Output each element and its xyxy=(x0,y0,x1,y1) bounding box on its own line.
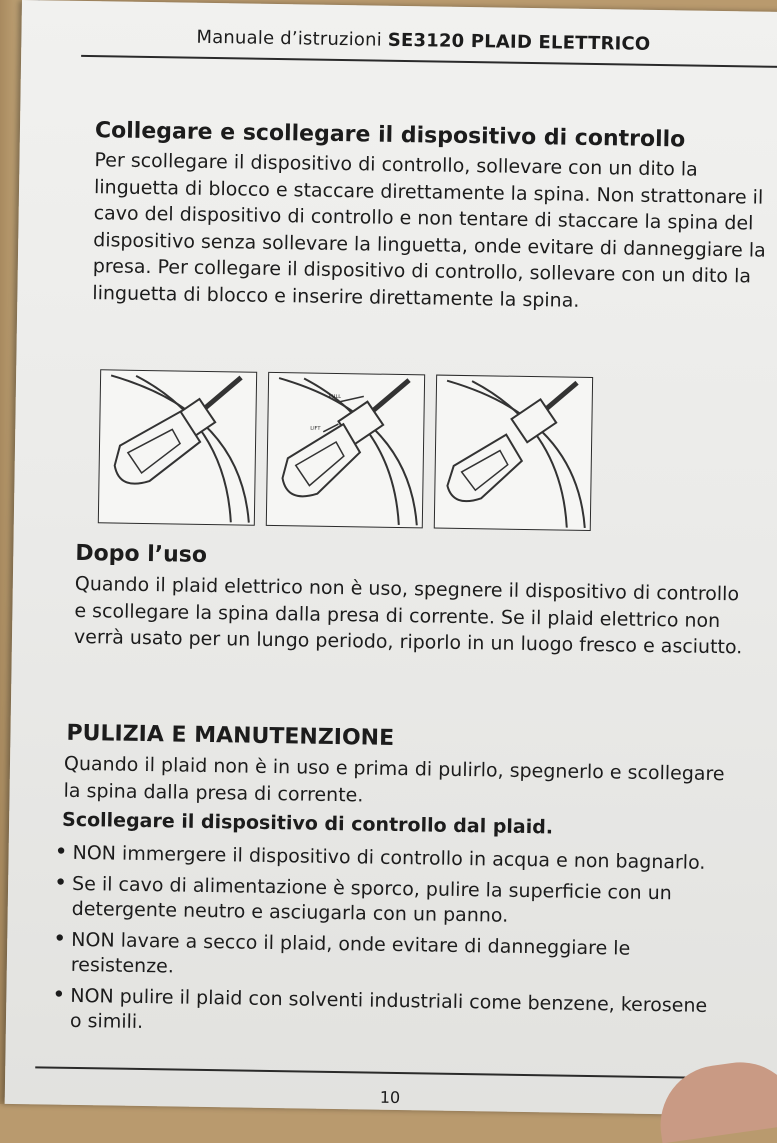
header-model: SE3120 PLAID ELETTRICO xyxy=(387,29,651,55)
header-divider xyxy=(81,55,777,68)
illustration-lift-tab xyxy=(266,372,425,528)
section-body-after-use: Quando il plaid elettrico non è uso, spegnere il dispositivo di controllo e scollegare la spina dalla presa di corrente. Se il plaid elettrico non verrà usato per un lungo periodo, riporlo in un luogo fresco e asciutto. xyxy=(73,572,743,659)
label-pull: PULL xyxy=(328,393,342,401)
section-body-connect: Per scollegare il dispositivo di controllo, sollevare con un dito la linguetta di blocco e staccare direttamente la spina. Non strattonare il cavo del dispositivo di controllo e non tentare di staccare la spina del dispositivo senza sollevare la linguetta, onde evitare di danneggiare la presa. Per collegare il dispositivo di controllo, sollevare con un dito la linguetta di blocco e inserire direttamente la spina. xyxy=(92,149,766,312)
page-number: 10 xyxy=(379,1087,401,1108)
header-prefix: Manuale d’istruzioni xyxy=(196,26,383,51)
cleaning-subtitle: Scollegare il dispositivo di controllo dal plaid. xyxy=(61,808,554,839)
section-title-cleaning: PULIZIA E MANUTENZIONE xyxy=(66,720,395,751)
section-title-after-use: Dopo l’uso xyxy=(75,540,208,568)
section-title-connect: Collegare e scollegare il dispositivo di controllo xyxy=(94,118,686,153)
list-item: • NON immergere il dispositivo di controllo in acqua e non bagnarlo. xyxy=(58,841,718,876)
illustration-plug-connected xyxy=(98,369,257,525)
label-lift: LIFT xyxy=(310,425,321,432)
list-item: • NON lavare a secco il plaid, onde evitare di danneggiare le resistenze. xyxy=(57,928,718,988)
cleaning-bullet-list xyxy=(56,841,719,1050)
list-item: • Se il cavo di alimentazione è sporco, pulire la superficie con un detergente neutro e asciugarla con un panno. xyxy=(58,872,719,932)
manual-page xyxy=(5,0,777,1116)
plug-illustrations xyxy=(98,369,600,537)
list-item: • NON pulire il plaid con solventi industriali come benzene, kerosene o simili. xyxy=(56,984,717,1044)
illustration-plug-removed xyxy=(434,375,593,531)
footer-divider xyxy=(35,1066,755,1079)
section-body-cleaning: Quando il plaid non è in uso e prima di pulirlo, spegnerlo e scollegare la spina dalla presa di corrente. xyxy=(63,752,725,806)
page-header xyxy=(196,27,650,55)
